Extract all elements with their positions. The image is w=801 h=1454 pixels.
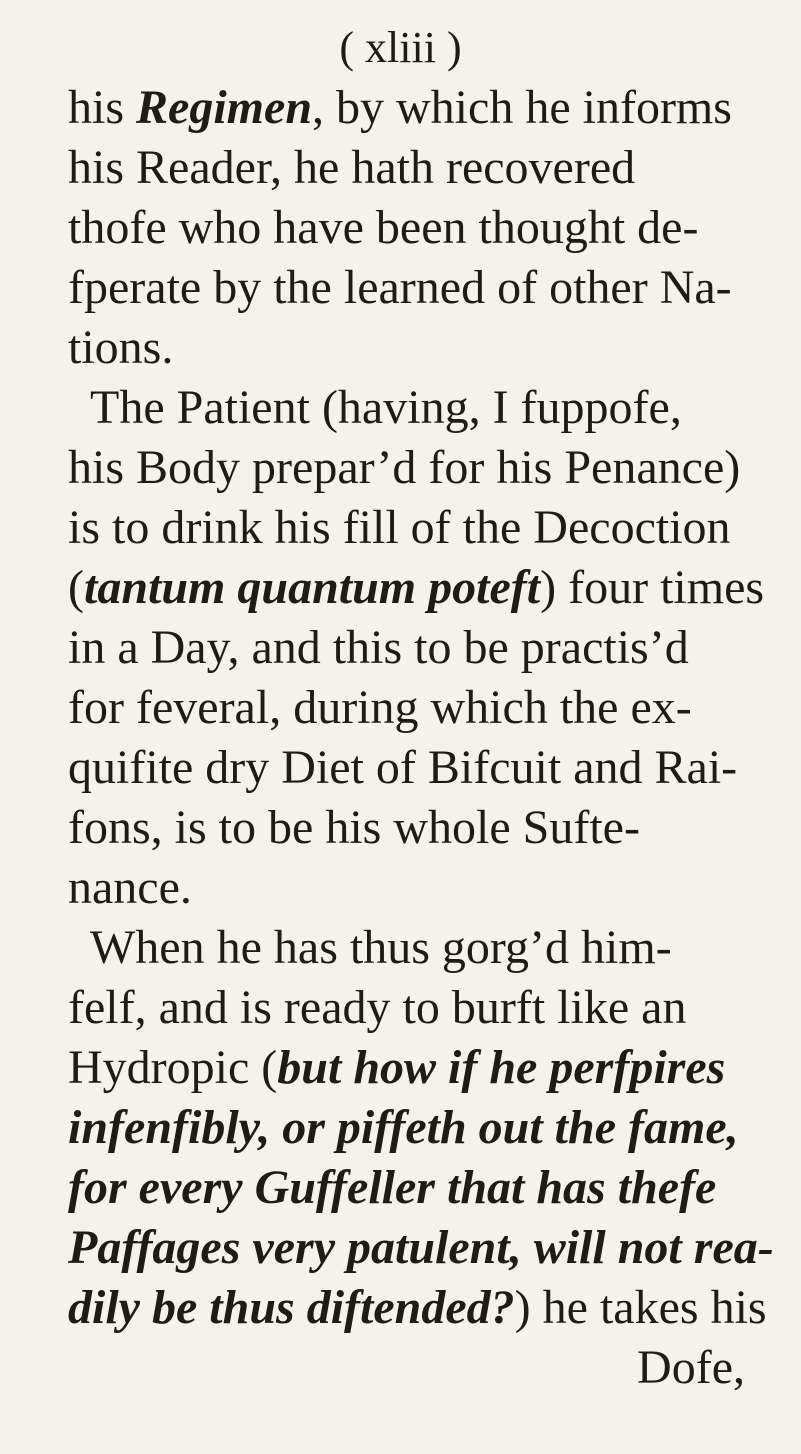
- text-line-6: The Patient (having, I fuppofe,: [90, 381, 682, 434]
- text-line-3: thofe who have been thought de-: [68, 201, 699, 254]
- text-line-4: fperate by the learned of other Na-: [68, 261, 732, 314]
- emphasis-regimen: Regimen: [136, 81, 313, 134]
- text-line-12: quifite dry Diet of Bifcuit and Rai-: [68, 741, 738, 794]
- text-line-7: his Body prepar’d for his Penance): [68, 441, 741, 494]
- emphasis-but-how: but how if he perfpires: [277, 1041, 726, 1094]
- text-line-9: (tantum quantum poteft) four times: [68, 561, 765, 614]
- text-line-18: infenfibly, or piffeth out the fame,: [68, 1101, 739, 1154]
- text-line-13: fons, is to be his whole Sufte-: [68, 801, 640, 854]
- text-line-10: in a Day, and this to be practis’d: [68, 621, 689, 674]
- text-line-17: Hydropic (but how if he perfpires: [68, 1041, 726, 1094]
- emphasis-diftended: dily be thus diftended?: [68, 1281, 515, 1334]
- emphasis-tantum: tantum quantum poteft: [83, 561, 541, 614]
- text-line-8: is to drink his fill of the Decoction: [68, 501, 731, 554]
- text-line-15: When he has thus gorg’d him-: [90, 921, 672, 974]
- page-number-header: ( xliii ): [339, 23, 462, 72]
- text-line-5: tions.: [68, 321, 174, 374]
- text-line-21: dily be thus diftended?) he takes his: [68, 1281, 767, 1334]
- text-line-1: his Regimen, by which he informs: [68, 81, 732, 134]
- text-line-16: felf, and is ready to burft like an: [68, 981, 687, 1034]
- catchword: Dofe,: [637, 1341, 745, 1394]
- text-line-14: nance.: [68, 861, 192, 914]
- text-line-19: for every Guffeller that has thefe: [68, 1161, 717, 1214]
- text-line-2: his Reader, he hath recovered: [68, 141, 636, 194]
- text-line-11: for feveral, during which the ex-: [68, 681, 692, 734]
- text-line-20: Paffages very patulent, will not rea-: [68, 1221, 774, 1274]
